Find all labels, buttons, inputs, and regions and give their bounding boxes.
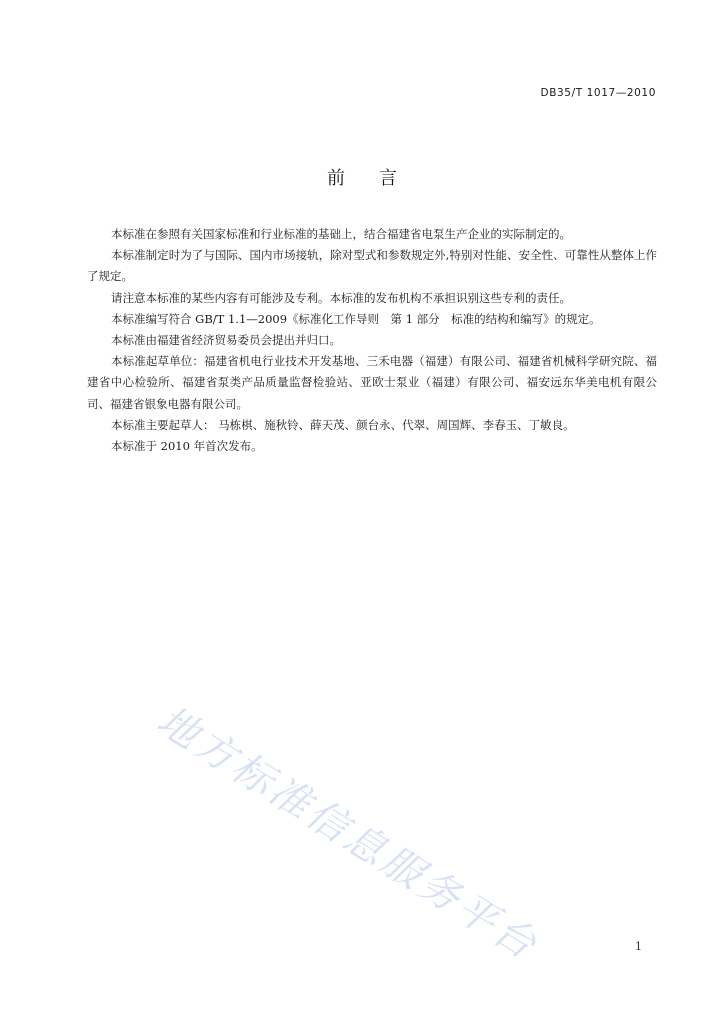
paragraph-drafting-rules: 本标准编写符合 GB/T 1.1—2009《标准化工作导则 第 1 部分 标准的结构和编写》的规定。 (111, 311, 601, 326)
page-title: 前言 (327, 168, 431, 189)
paragraph-drafters: 本标准主要起草人： 马栋棋、施秋铃、薛天茂、颜台永、代翠、周国辉、李春玉、丁敏良。 (111, 417, 575, 432)
paragraph-basis: 本标准在参照有关国家标准和行业标准的基础上，结合福建省电泵生产企业的实际制定的。 (111, 227, 571, 241)
paragraph-scope: 本标准制定时为了与国际、国内市场接轨，除对型式和参数规定外,特别对性能、安全性、可靠性从整体上作了规定。 (87, 248, 657, 284)
paragraph-patent-notice: 请注意本标准的某些内容有可能涉及专利。本标准的发布机构不承担识别这些专利的责任。 (111, 290, 571, 305)
paragraph-drafting-units: 本标准起草单位：福建省机电行业技术开发基地、三禾电器（福建）有限公司、福建省机械科学研究院、福建省中心检验所、福建省泵类产品质量监督检验站、亚欧士泵业（福建）有限公司、福安远东华美电机有限公司、福建省银象电器有限公司。 (87, 354, 657, 411)
paragraph-first-release: 本标准于 2010 年首次发布。 (111, 439, 263, 454)
page-number: 1 (635, 940, 642, 953)
standard-code: DB35/T 1017—2010 (540, 87, 656, 99)
watermark: 地方标准信息服务平台 (148, 697, 547, 970)
foreword-body (87, 224, 657, 457)
paragraph-proposer: 本标准由福建省经济贸易委员会提出并归口。 (111, 333, 341, 348)
